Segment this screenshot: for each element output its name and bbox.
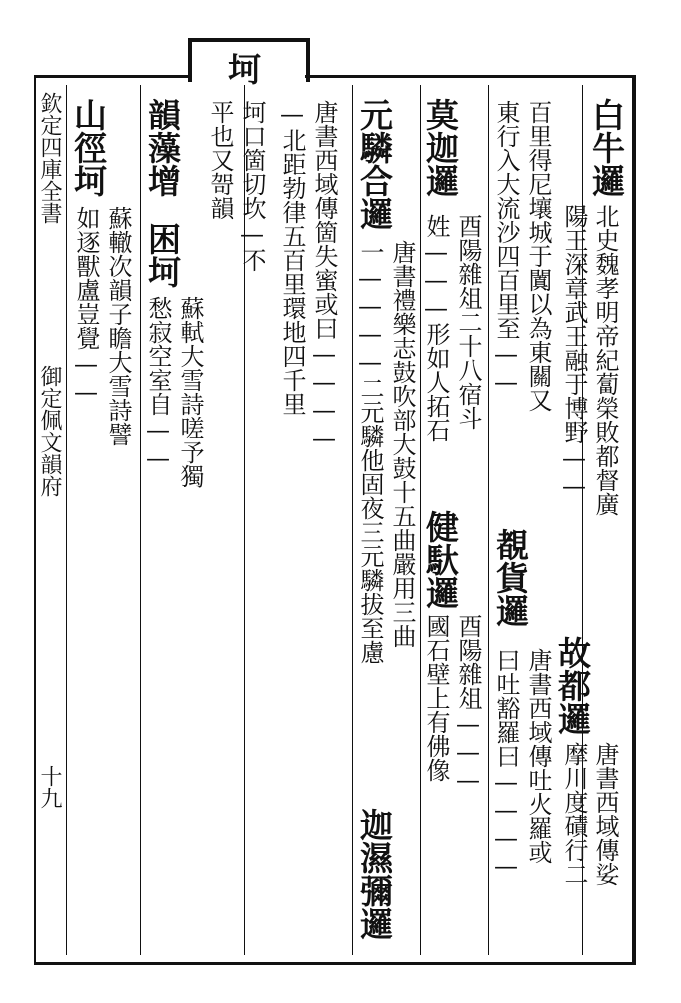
header-character: 坷 <box>223 52 262 85</box>
entry-text: 姓———形如人拓石 <box>422 214 450 442</box>
entry-text: 百里得尼壤城于闐以為東關又 <box>524 100 552 412</box>
entry-text: 東行入大流沙四百里至—— <box>492 100 520 396</box>
entry-text: —北距勃律五百里環地四千里 <box>278 100 306 416</box>
entry-text: 酉陽雜俎二十八宿斗 <box>454 214 482 430</box>
page-frame-right <box>632 75 636 965</box>
margin-page-number: 十九 <box>37 765 62 809</box>
column-rule <box>66 85 67 955</box>
margin-side-title: 御定佩文韻府 <box>37 365 62 497</box>
entry-text: 北史魏孝明帝紀蔔榮敗都督廣 <box>591 204 619 516</box>
entry-text: 唐書禮樂志鼓吹部大鼓十五曲嚴用三曲 <box>388 240 416 648</box>
entry-text: 國石壁上有佛像 <box>422 614 450 782</box>
entry-heading: 白牛邏 <box>587 98 626 197</box>
page-frame-bottom <box>36 962 636 965</box>
entry-text: 唐書西域傳娑 <box>591 742 619 886</box>
entry-text: 陽王深章武王融于博野—— <box>560 204 588 500</box>
entry-heading: 覩貨邏 <box>491 528 530 627</box>
entry-heading: 迦濕彌邏 <box>355 808 394 940</box>
page-frame-top-right <box>305 75 635 78</box>
column-rule <box>140 85 141 955</box>
entry-text: 摩川度磧行二 <box>560 742 588 886</box>
entry-heading: 山徑坷 <box>69 98 108 197</box>
entry-heading: 莫迦邏 <box>421 98 460 197</box>
entry-text: 蘇轍次韻子瞻大雪詩譬 <box>104 206 132 446</box>
entry-text: 如逐獸盧豈覺—— <box>72 206 100 406</box>
entry-heading: 故都邏 <box>553 636 592 735</box>
entry-text: 唐書西域傳箇失蜜或曰———— <box>310 100 338 452</box>
entry-text: 酉陽雜俎——— <box>454 614 482 794</box>
page-frame-top-left <box>36 75 188 78</box>
entry-heading: 健馱邏 <box>421 510 460 609</box>
margin-book-title: 欽定四庫全書 <box>37 92 62 224</box>
entry-text: 愁寂空室自—— <box>144 296 172 472</box>
column-rule <box>352 85 353 955</box>
column-rule <box>488 85 489 955</box>
entry-text: 平也又哿韻 <box>206 100 234 220</box>
entry-text: 坷口箇切坎—不 <box>238 100 266 272</box>
entry-text: 蘇軾大雪詩嗟予獨 <box>176 296 204 488</box>
entry-heading: 元驎合邏 <box>355 98 394 230</box>
entry-text: 唐書西域傳吐火羅或 <box>524 648 552 864</box>
section-heading: 韻藻增 <box>143 98 182 197</box>
page-frame-left <box>34 75 36 965</box>
entry-text: 曰吐豁羅曰———— <box>492 648 520 880</box>
entry-text: 一————二元驎他固夜三元驎拔至慮 <box>356 240 384 664</box>
entry-heading: 困坷 <box>143 222 182 288</box>
